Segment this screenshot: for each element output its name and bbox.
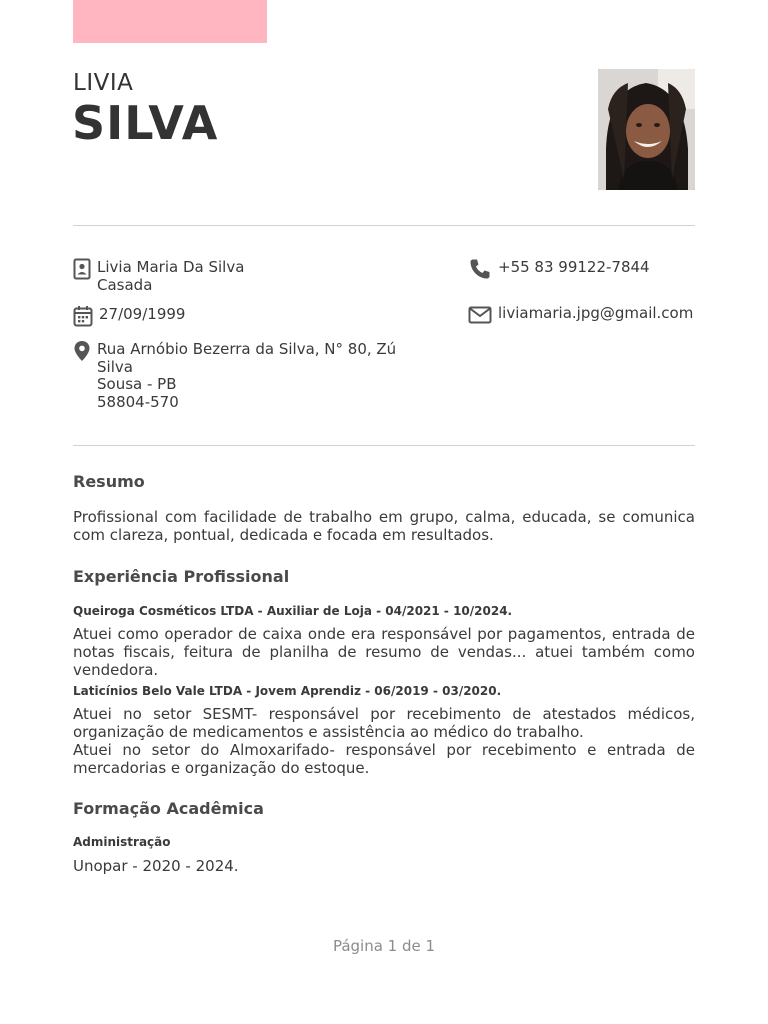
divider-top <box>73 225 695 226</box>
divider-middle <box>73 445 695 446</box>
summary-text: Profissional com facilidade de trabalho em grupo, calma, educada, se comunica com clareza, pontual, dedicada e focada em resultados. <box>73 508 695 544</box>
experience-title: Experiência Profissional <box>73 567 290 586</box>
email-address[interactable]: liviamaria.jpg@gmail.com <box>498 304 694 322</box>
profile-photo <box>598 69 695 190</box>
location-pin-icon <box>73 340 93 362</box>
calendar-icon <box>73 305 93 327</box>
contact-address-row <box>73 341 397 411</box>
accent-bar <box>73 0 267 43</box>
contact-phone-row <box>468 259 650 280</box>
page-number: Página 1 de 1 <box>332 937 436 955</box>
education-course: Administração <box>73 835 171 849</box>
job-description-line: Atuei no setor SESMT- responsável por recebimento de atestados médicos, organização de medicamentos e assistência ao médico do trabalho. <box>73 705 695 741</box>
phone-number[interactable]: +55 83 99122-7844 <box>498 258 650 276</box>
address-street: Rua Arnóbio Bezerra da Silva, N° 80, Zú Silva <box>97 340 397 376</box>
job-heading: Queiroga Cosméticos LTDA - Auxiliar de Loja - 04/2021 - 10/2024. <box>73 604 513 618</box>
job-description <box>73 705 695 777</box>
summary-title: Resumo <box>73 472 145 491</box>
last-name: SILVA <box>72 96 219 150</box>
phone-icon <box>468 258 492 280</box>
address-zip: 58804-570 <box>97 392 179 411</box>
contact-name-row <box>73 259 244 294</box>
birth-date: 27/09/1999 <box>99 305 186 323</box>
address-city: Sousa - PB <box>97 375 177 393</box>
education-title: Formação Acadêmica <box>73 799 264 818</box>
contact-birthdate-row <box>73 306 185 327</box>
profile-photo-image <box>598 69 695 190</box>
education-detail: Unopar - 2020 - 2024. <box>73 857 239 875</box>
contact-email-row <box>468 305 693 326</box>
job-heading: Laticínios Belo Vale LTDA - Jovem Aprendiz - 06/2019 - 03/2020. <box>73 684 502 698</box>
job-description: Atuei como operador de caixa onde era responsável por pagamentos, entrada de notas fiscais, feitura de planilha de resumo de vendas... atuei também como vendedora. <box>73 625 695 679</box>
marital-status: Casada <box>97 275 153 294</box>
job-description-line: Atuei no setor do Almoxarifado- responsável por recebimento e entrada de mercadorias e organização do estoque. <box>73 741 695 777</box>
id-card-icon <box>73 258 93 280</box>
envelope-icon <box>468 304 492 326</box>
full-name: Livia Maria Da Silva <box>97 258 245 276</box>
first-name: LIVIA <box>73 70 134 96</box>
